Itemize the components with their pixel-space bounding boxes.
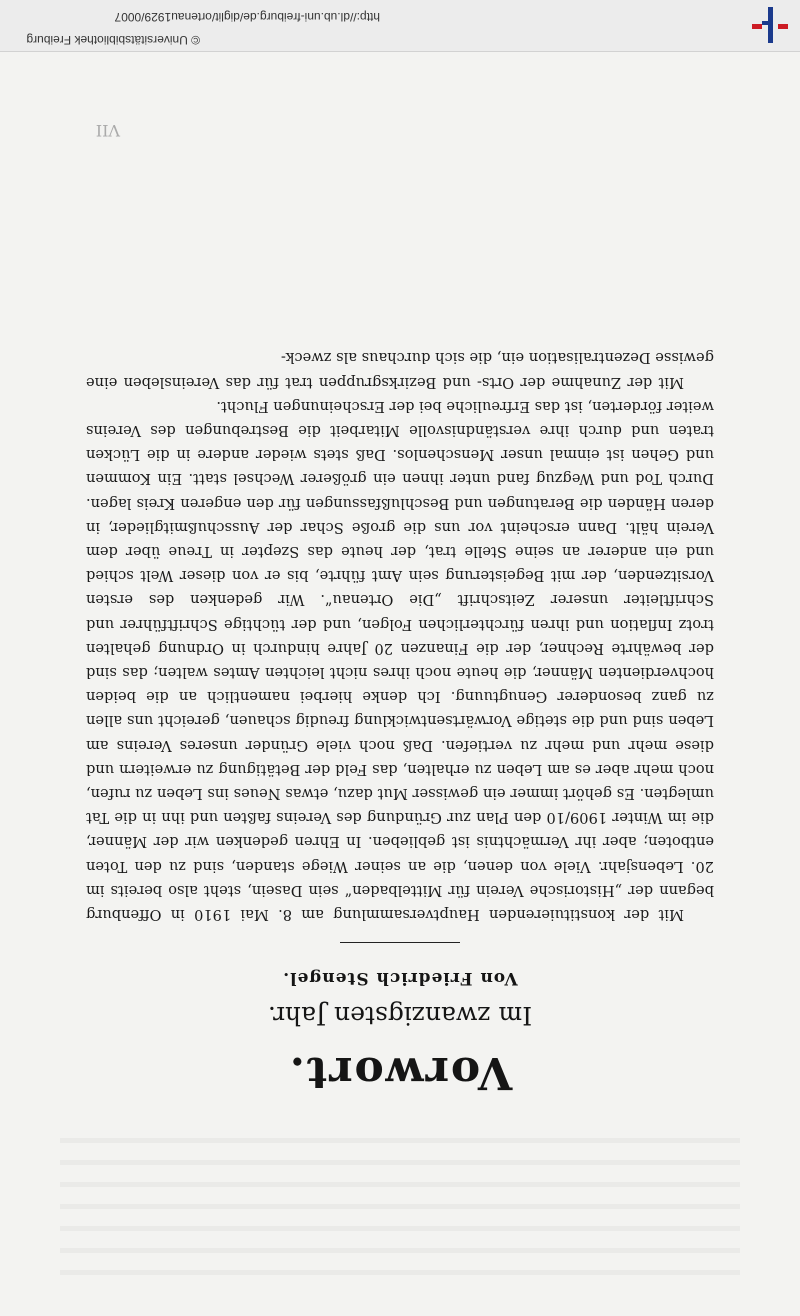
- page-number: VII: [95, 121, 120, 140]
- paragraph-1: Mit der konstituierenden Hauptversammlung am 8. Mai 1910 in Offenburg begann der „Historische Verein für Mittelbaden“ sein Dasein, steht also bereits im 20. Lebensjahr. Viele von denen, die an seiner Wiege standen, sind zu den Toten entboten; aber ihr Vermächtnis ist geblieben. In Ehren gedenken wir der Männer, die im Winter 1909/10 den Plan zur Gründung des Vereins faßten und ihn in die Tat umlegten. Es gehört immer ein gewisser Mut dazu, etwas Neues ins Leben zu rufen, noch mehr aber es am Leben zu erhalten, das Feld der Betätigung zu erweitern und diese mehr und mehr zu vertiefen. Daß noch viele Gründer unseres Vereins am Leben sind und die stetige Vorwärtsentwicklung freudig schauen, gereicht uns allen zu ganz besonderer Genugtuung. Ich denke hierbei namentlich an die beiden hochverdienten Männer, die heute noch ihres nicht leichten Amtes walten; das sind der bewährte Rechner, der die Finanzen 20 Jahre hindurch in Ordnung gehalten trotz Inflation und ihren fürchterlichen Folgen, und der tüchtige Schriftführer und Schriftleiter unserer Zeitschrift „Die Ortenau“. Wir gedenken des ersten Vorsitzenden, der mit Begeisterung sein Amt führte, bis er von dieser Welt schied und ein anderer an seine Stelle trat, der heute das Szepter in Treue über dem Verein hält. Dann erscheint vor uns die große Schar der Ausschußmitglieder, in deren Händen die Beratungen und Beschlußfassungen für den engeren Kreis lagen. Durch Tod und Wegzug fand unter ihnen ein größerer Wechsel statt. Ein Kommen und Gehen ist einmal unser Menschenlos. Daß stets wieder andere in die Lücken traten und durch ihre verständnisvolle Mitarbeit die Bestrebungen des Vereins weiter förderten, ist das Erfreuliche bei der Erscheinungen Flucht.: [86, 397, 714, 923]
- logo-red-bar-right: [752, 24, 762, 29]
- source-url-link[interactable]: http://dl.ub.uni-freiburg.de/diglit/ortenau1929/0007: [114, 10, 380, 24]
- paragraph-2: Mit der Zunahme der Orts- und Bezirksgruppen trat für das Vereinsleben eine gewisse Dezentralisation ein, die sich durchaus als zweck-: [86, 349, 714, 391]
- copyright-text: © Universitätsbibliothek Freiburg: [26, 33, 200, 47]
- logo-red-bar-left: [778, 24, 788, 29]
- university-library-logo-icon: [750, 5, 790, 45]
- scanned-paper: [0, 52, 800, 1316]
- author-line: Von Friedrich Stengel.: [282, 968, 518, 988]
- page-title: Vorwort.: [287, 1047, 513, 1098]
- logo-blue-tick: [762, 21, 768, 25]
- body-text: [86, 345, 714, 926]
- source-banner: [0, 0, 800, 52]
- page-subtitle: Im zwanzigsten Jahr.: [267, 1001, 533, 1030]
- logo-blue-stem: [768, 7, 773, 43]
- separator-rule: [340, 942, 460, 943]
- reverse-side-show-through: [60, 1122, 740, 1292]
